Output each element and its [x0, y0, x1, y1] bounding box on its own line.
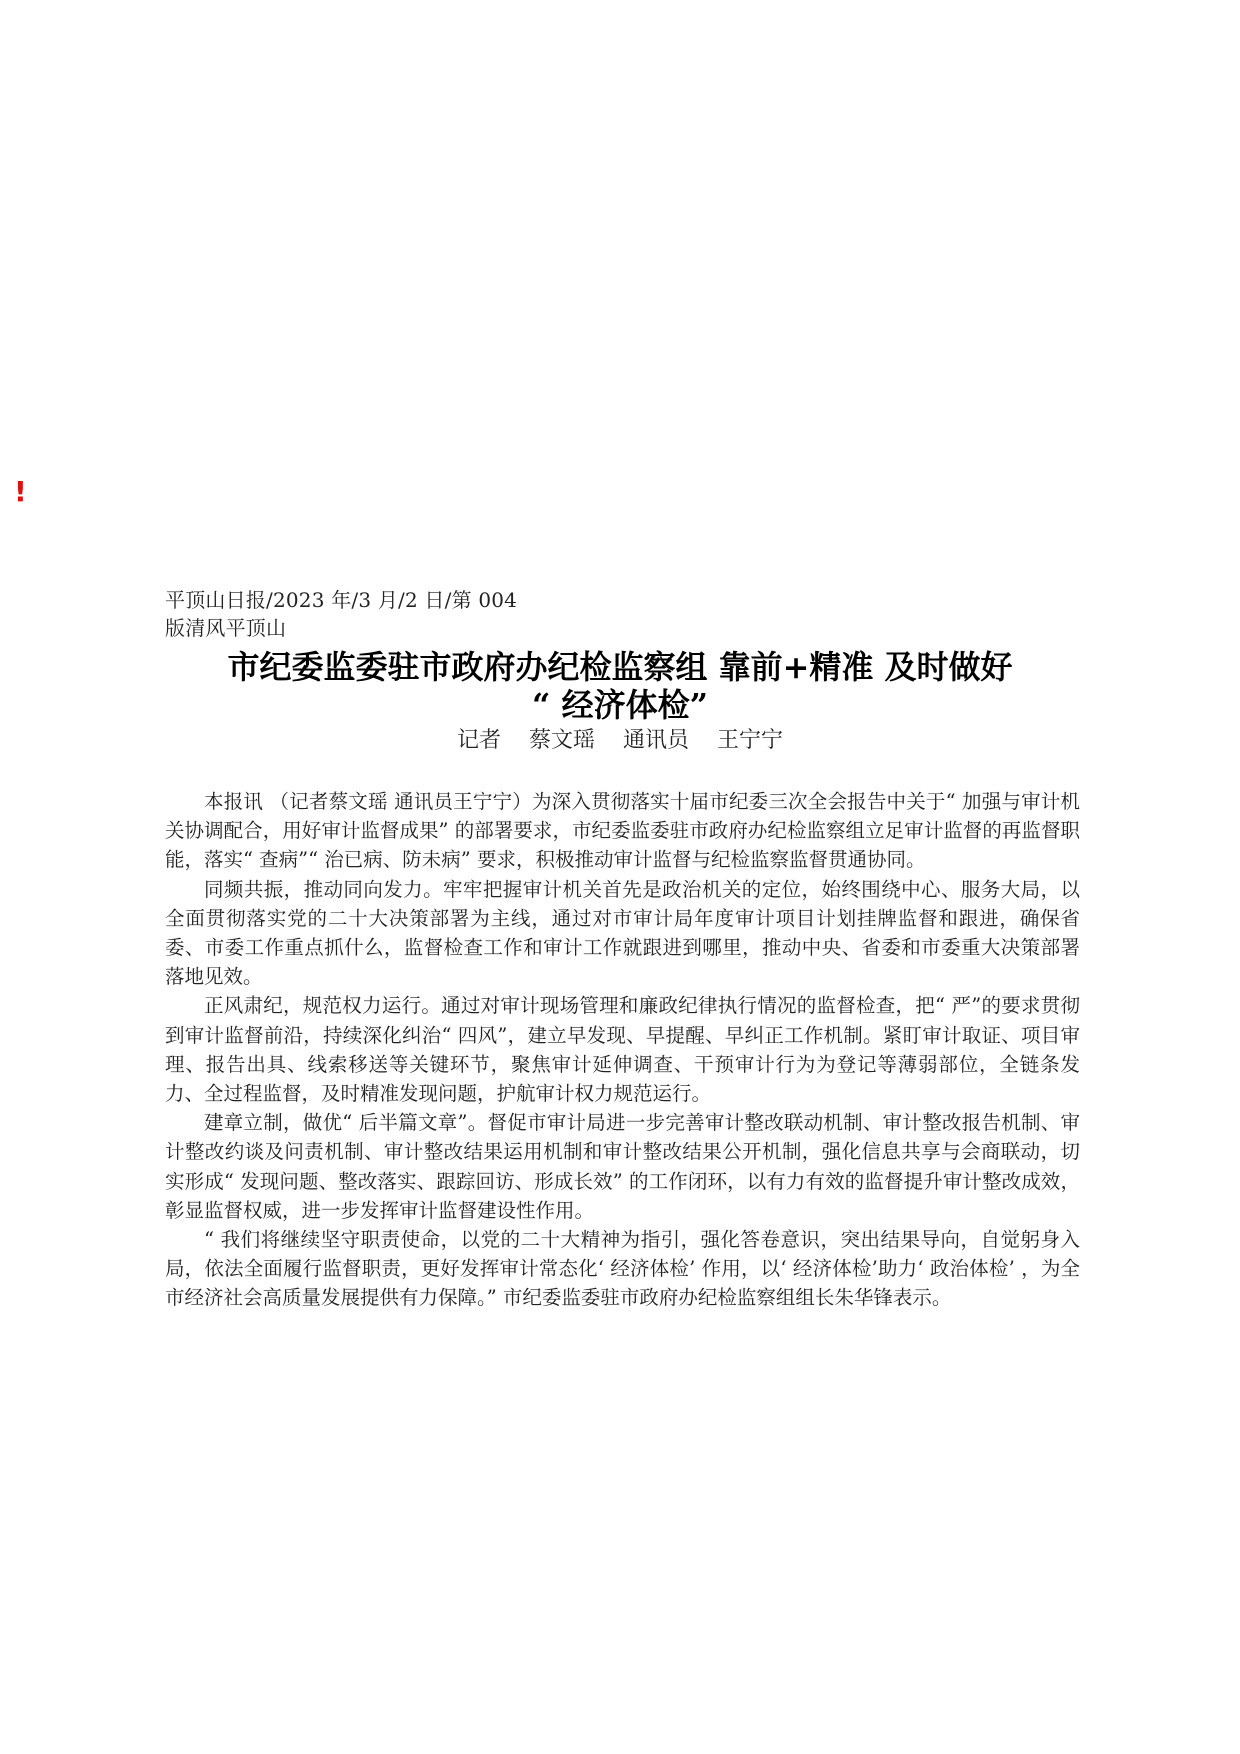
source-line-2: 版清风平顶山	[165, 616, 287, 640]
paragraph-4: 建章立制，做优“ 后半篇文章”。督促市审计局进一步完善审计整改联动机制、审计整改报告机制、审计整改约谈及问责机制、审计整改结果运用机制和审计整改结果公开机制，强化信息共享与会商联动，切实形成“ 发现问题、整改落实、跟踪回访、形成长效” 的工作闭环，以有力有效的监督提升审计整改成效，彰显监督权威，进一步发挥审计监督建设性作用。	[165, 1111, 1080, 1222]
source-line-1: 平顶山日报/2023 年/3 月/2 日/第 004	[165, 588, 518, 612]
red-exclamation-mark: !	[14, 475, 27, 508]
publication-source	[165, 586, 517, 642]
article-headline	[160, 648, 1080, 724]
byline: 记者 蔡文瑶 通讯员 王宁宁	[457, 728, 783, 753]
headline-line-2: “ 经济体检”	[532, 686, 708, 724]
paragraph-1: 本报讯 （记者蔡文瑶 通讯员王宁宁）为深入贯彻落实十届市纪委三次全会报告中关于“ 加强与审计机关协调配合，用好审计监督成果” 的部署要求，市纪委监委驻市政府办纪检监察组立足审计监督的再监督职能，落实“ 查病”“ 治已病、防未病” 要求，积极推动审计监督与纪检监察监督贯通协同。	[165, 790, 1080, 872]
paragraph-2: 同频共振，推动同向发力。牢牢把握审计机关首先是政治机关的定位，始终围绕中心、服务大局，以全面贯彻落实党的二十大决策部署为主线，通过对市审计局年度审计项目计划挂牌监督和跟进，确保省委、市委工作重点抓什么，监督检查工作和审计工作就跟进到哪里，推动中央、省委和市委重大决策部署落地见效。	[165, 877, 1080, 989]
paragraph-3: 正风肃纪，规范权力运行。通过对审计现场管理和廉政纪律执行情况的监督检查，把“ 严”的要求贯彻到审计监督前沿，持续深化纠治“ 四风”，建立早发现、早提醒、早纠正工作机制。紧盯审计取证、项目审理、报告出具、线索移送等关键环节，聚焦审计延伸调查、干预审计行为为登记等薄弱部位，全链条发力、全过程监督，及时精准发现问题，护航审计权力规范运行。	[165, 994, 1080, 1106]
article-body	[165, 787, 1080, 1313]
paragraph-5: “ 我们将继续坚守职责使命，以党的二十大精神为指引，强化答卷意识，突出结果导向，自觉躬身入局，依法全面履行监督职责，更好发挥审计常态化‘ 经济体检’ 作用，以‘ 经济体检’助力‘ 政治体检’ ，为全市经济社会高质量发展提供有力保障。” 市纪委监委驻市政府办纪检监察组组长朱华锋表示。	[165, 1228, 1080, 1310]
headline-line-1: 市纪委监委驻市政府办纪检监察组 靠前+精准 及时做好	[227, 648, 1013, 686]
